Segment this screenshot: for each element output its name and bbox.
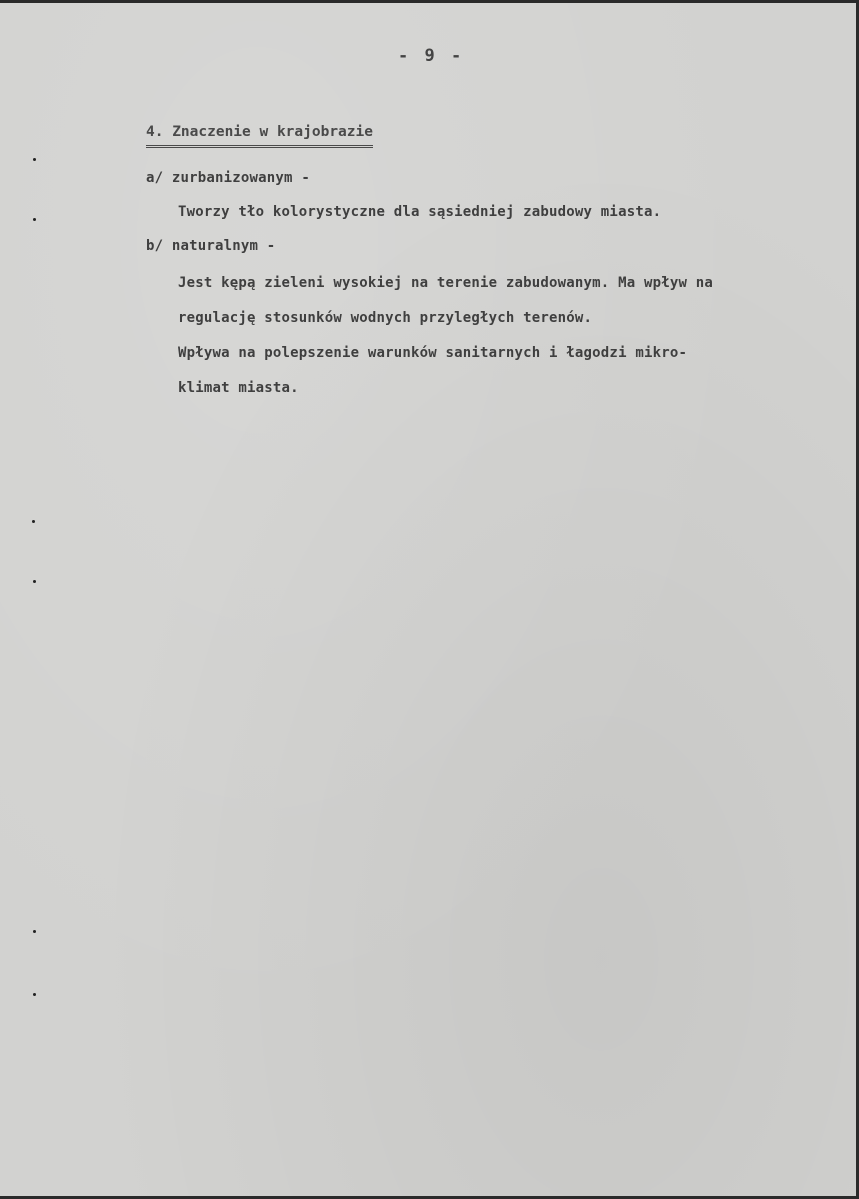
subsection-b-label: b/ naturalnym - (146, 238, 276, 254)
scan-edge-top (0, 0, 859, 3)
punch-mark (33, 930, 36, 933)
section-heading: 4. Znaczenie w krajobrazie (146, 124, 373, 148)
subsection-b-text-line: Jest kępą zieleni wysokiej na terenie zabudowanym. Ma wpływ na (178, 275, 713, 291)
subsection-a-text-line: Tworzy tło kolorystyczne dla sąsiedniej zabudowy miasta. (178, 204, 662, 220)
subsection-a-label: a/ zurbanizowanym - (146, 170, 310, 186)
subsection-b-text-line: regulację stosunków wodnych przyległych terenów. (178, 310, 593, 326)
punch-mark (33, 218, 36, 221)
punch-mark (32, 520, 35, 523)
subsection-b-text-line: klimat miasta. (178, 380, 299, 396)
subsection-b-text-line: Wpływa na polepszenie warunków sanitarnych i łagodzi mikro- (178, 345, 688, 361)
punch-mark (33, 580, 36, 583)
punch-mark (33, 158, 36, 161)
punch-mark (33, 993, 36, 996)
page-number: - 9 - (398, 46, 465, 66)
